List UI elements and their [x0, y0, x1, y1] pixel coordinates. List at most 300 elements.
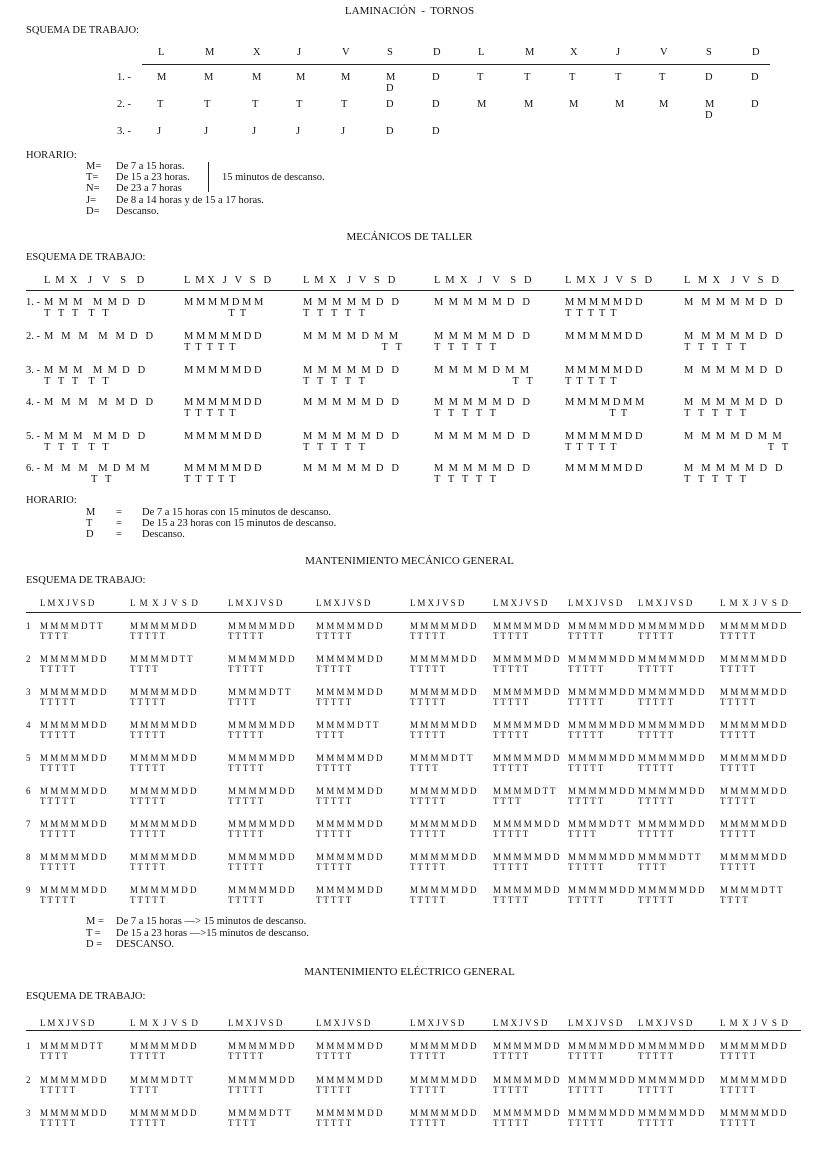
shift-week: M M M M M D D: [184, 431, 262, 442]
laminacion-header-rule: [142, 64, 770, 65]
shift-week-secondary: T T T T T: [684, 474, 747, 485]
shift-week-secondary: T T T T T: [316, 796, 352, 806]
legend-code: M =: [86, 916, 104, 927]
shift-week-secondary: T T: [684, 442, 789, 453]
shift-week: M M M M M D D: [638, 687, 705, 697]
shift-week-secondary: T T T T T: [638, 631, 674, 641]
shift-cell: T: [252, 99, 259, 110]
shift-week-secondary: T T T T T: [228, 796, 264, 806]
week-header: L M X J V S D: [303, 275, 396, 286]
shift-week: M M M M M D D: [40, 753, 107, 763]
shift-week: M M M M M D D: [684, 331, 783, 342]
shift-week-secondary: T T T T T: [40, 862, 76, 872]
shift-week-secondary: T T T T T: [684, 408, 747, 419]
shift-week: M M M M M D D: [410, 621, 477, 631]
shift-week: M M M M M D D: [568, 1041, 635, 1051]
shift-week-secondary: T T T T T: [720, 763, 756, 773]
shift-week-secondary: T T T T T: [44, 308, 109, 319]
shift-week: M M M M M D D: [316, 852, 383, 862]
shift-week: M M M M M D D: [303, 463, 399, 474]
row-label: 8: [26, 852, 31, 862]
shift-week-secondary: T T T T T: [40, 730, 76, 740]
shift-week: M M M M M D D: [568, 786, 635, 796]
shift-cell: T: [524, 72, 531, 83]
day-header: V: [660, 47, 668, 58]
shift-week: M M M M M D D: [228, 720, 295, 730]
shift-week: M M M M M D D: [130, 885, 197, 895]
shift-week: M M M M M D D: [720, 654, 787, 664]
shift-week: M M M M M D D: [638, 621, 705, 631]
shift-week-secondary: T T T T: [130, 1084, 158, 1095]
shift-cell: M: [569, 99, 579, 110]
shift-week-secondary: T T T T T: [228, 763, 264, 773]
shift-week-secondary: T T T T T: [130, 631, 166, 641]
shift-week-secondary: T T: [184, 308, 247, 319]
shift-week-secondary: T T T T: [40, 631, 68, 641]
shift-week-secondary: T T: [303, 342, 402, 353]
shift-week-secondary: T T T T T: [410, 895, 446, 905]
shift-week: M M M M M D D: [565, 463, 643, 474]
shift-week-secondary: T T T T T: [493, 1084, 529, 1095]
shift-cell: M: [615, 99, 625, 110]
shift-week-secondary: T T T T T: [40, 1118, 76, 1128]
week-header: L M X J V S D: [410, 598, 465, 608]
shift-week: M M M M M D D: [720, 819, 787, 829]
horario-code: N=: [86, 183, 100, 195]
shift-week: M M M M M D D: [410, 687, 477, 697]
horario-text: De 15 a 23 horas.: [116, 172, 190, 184]
shift-week: M M M M M D D: [638, 1041, 705, 1051]
shift-week: M M M M D T T: [493, 786, 556, 796]
shift-week-secondary: T T T T T: [720, 862, 756, 872]
shift-week-secondary: T T T T T: [130, 1051, 166, 1061]
shift-week: M M M M D M M: [44, 463, 150, 474]
shift-week-secondary: T T T T T: [410, 796, 446, 806]
shift-week-secondary: T T T T T: [410, 829, 446, 839]
shift-week: M M M M M D D: [493, 1041, 560, 1051]
shift-week-secondary: T T T T T: [316, 1118, 352, 1128]
shift-week: M M M M M D D: [493, 852, 560, 862]
shift-week: M M M M M D D: [130, 687, 197, 697]
laminacion-scheme-label: SQUEMA DE TRABAJO:: [26, 25, 139, 36]
week-header: L M X J V S D: [410, 1018, 465, 1028]
shift-week-secondary: T T T T T: [130, 796, 166, 806]
shift-cell: T: [341, 99, 348, 110]
shift-week: M M M M M D D: [303, 297, 399, 308]
shift-week-secondary: T T T T T: [434, 474, 497, 485]
shift-cell: J: [296, 126, 301, 137]
shift-week: M M M M M D D: [44, 331, 154, 342]
shift-week: M M M M M D D: [493, 885, 560, 895]
shift-week: M M M M M D D: [720, 1074, 787, 1085]
shift-week-secondary: T T T T T: [316, 862, 352, 872]
shift-week: M M M M M D D: [568, 885, 635, 895]
shift-week-secondary: T T T T T: [228, 862, 264, 872]
shift-week: M M M M M D D: [434, 331, 530, 342]
shift-week-secondary: T T T T T: [720, 796, 756, 806]
shift-week-secondary: T T T T T: [684, 342, 747, 353]
mant-electrico-title: MANTENIMIENTO ELÉCTRICO GENERAL: [304, 966, 515, 978]
shift-week: M M M M M D D: [684, 365, 783, 376]
shift-week-secondary: T T T T T: [40, 796, 76, 806]
row-label: 5: [26, 753, 31, 763]
shift-week: M M M M M D D: [130, 852, 197, 862]
laminacion-title: LAMINACIÓN - TORNOS: [344, 5, 475, 17]
shift-week: M M M M M D D: [638, 654, 705, 664]
shift-week-secondary: T T T T T: [568, 895, 604, 905]
shift-week-secondary: T T T T T: [638, 1051, 674, 1061]
row-label: 3. -: [26, 365, 40, 376]
shift-week-secondary: T T T T T: [228, 631, 264, 641]
shift-week: M M M M M D D: [316, 1108, 383, 1118]
shift-week: M M M M M D D: [638, 819, 705, 829]
shift-week-secondary: T T T T T: [40, 829, 76, 839]
shift-week: M M M M M D D: [228, 786, 295, 796]
shift-week: M M M M D T T: [40, 621, 103, 631]
row-label: 5. -: [26, 431, 40, 442]
shift-week: M M M M D T T: [130, 1074, 193, 1085]
shift-cell-secondary: D: [386, 83, 394, 94]
week-header: L M X J V S D: [568, 1018, 623, 1028]
horario-text: De 15 a 23 horas con 15 minutos de descanso.: [142, 518, 337, 529]
shift-cell: M: [659, 99, 669, 110]
shift-week: M M M M M D D: [316, 819, 383, 829]
shift-cell: D: [751, 99, 759, 110]
shift-week: M M M M D T T: [568, 819, 631, 829]
shift-week: M M M M M D D: [228, 852, 295, 862]
shift-cell: M: [157, 72, 167, 83]
shift-cell: T: [615, 72, 622, 83]
shift-week-secondary: T T T T T: [130, 697, 166, 707]
shift-cell: T: [569, 72, 576, 83]
shift-week: M M M M M D D: [493, 819, 560, 829]
day-header: X: [253, 47, 261, 58]
shift-week-secondary: T T T T T: [565, 308, 617, 319]
shift-week-secondary: T T T T T: [316, 895, 352, 905]
laminacion-horario-label: HORARIO:: [26, 150, 77, 161]
shift-week-secondary: T T T T T: [184, 474, 236, 485]
shift-week-secondary: T T T T: [130, 664, 158, 674]
shift-week: M M M M M D D: [130, 1108, 197, 1118]
shift-cell: M: [204, 72, 214, 83]
shift-week-secondary: T T T T T: [130, 862, 166, 872]
shift-week-secondary: T T T T T: [493, 862, 529, 872]
shift-cell-secondary: D: [705, 110, 713, 121]
row-label: 2: [26, 654, 31, 664]
shift-week: M M M M M D D: [228, 819, 295, 829]
shift-week: M M M M M D D: [410, 720, 477, 730]
shift-cell: M: [386, 72, 396, 83]
shift-week-secondary: T T T T T: [638, 829, 674, 839]
horario-code: T: [86, 518, 93, 529]
shift-week-secondary: T T T T T: [410, 631, 446, 641]
horario-text: De 8 a 14 horas y de 15 a 17 horas.: [116, 194, 264, 206]
shift-week: M M M M M D D: [493, 720, 560, 730]
mant-mecanico-title: MANTENIMIENTO MECÁNICO GENERAL: [305, 555, 514, 567]
legend-text: De 7 a 15 horas —> 15 minutos de descanso.: [116, 916, 307, 927]
shift-week-secondary: T T T T: [40, 1051, 68, 1061]
shift-week: M M M M M D D: [684, 297, 783, 308]
week-header: L M X J V S D: [44, 275, 145, 286]
week-header: L M X J V S D: [565, 275, 653, 286]
shift-cell: J: [252, 126, 257, 137]
shift-week-secondary: T T T T: [720, 895, 748, 905]
row-label: 4. -: [26, 397, 40, 408]
shift-week-secondary: T T T T T: [493, 763, 529, 773]
shift-week-secondary: T T: [565, 408, 628, 419]
shift-week-secondary: T T T T T: [568, 862, 604, 872]
row-label: 2. -: [117, 99, 131, 110]
day-header: D: [433, 47, 441, 58]
shift-week-secondary: T T T T T: [493, 631, 529, 641]
shift-week-secondary: T T T T: [228, 697, 256, 707]
shift-cell: D: [751, 72, 759, 83]
shift-week-secondary: T T T T T: [316, 829, 352, 839]
horario-eq: =: [116, 518, 122, 529]
shift-cell: J: [204, 126, 209, 137]
shift-week: M M M M M D D: [684, 397, 783, 408]
shift-week-secondary: T T T T T: [316, 763, 352, 773]
shift-week: M M M M D T T: [228, 687, 291, 697]
shift-week-secondary: T T T T T: [130, 763, 166, 773]
row-label: 3: [26, 1108, 31, 1118]
shift-week: M M M M M D D: [720, 1041, 787, 1051]
shift-week-secondary: T T T T T: [568, 697, 604, 707]
horario-code: D=: [86, 205, 100, 217]
shift-week: M M M M M D D: [410, 1041, 477, 1051]
shift-week: M M M M D T T: [228, 1108, 291, 1118]
shift-week-secondary: T T T T: [638, 862, 666, 872]
mant-electrico-scheme-label: ESQUEMA DE TRABAJO:: [26, 991, 146, 1002]
shift-week-secondary: T T T T: [316, 730, 344, 740]
shift-week: M M M M D T T: [638, 852, 701, 862]
shift-week: M M M M M D D: [638, 885, 705, 895]
shift-week-secondary: T T T T T: [316, 664, 352, 674]
horario-text: De 23 a 7 horas: [116, 183, 182, 195]
day-header: S: [387, 47, 393, 58]
shift-week: M M M M M D D: [130, 786, 197, 796]
shift-week: M M M M M D D: [568, 1074, 635, 1085]
shift-week-secondary: T T T T T: [720, 1084, 756, 1095]
shift-week: M M M M M D D: [434, 431, 530, 442]
shift-week-secondary: T T T T T: [44, 376, 109, 387]
shift-week: M M M M M D D: [684, 463, 783, 474]
shift-week-secondary: T T T T T: [568, 1084, 604, 1095]
shift-week-secondary: T T T T T: [493, 1118, 529, 1128]
shift-week: M M M M M D D: [434, 397, 530, 408]
week-header: L M X J V S D: [684, 275, 779, 286]
shift-week: M M M M M D D: [316, 753, 383, 763]
shift-week: M M M M M D D: [410, 819, 477, 829]
shift-week-secondary: T T T T T: [565, 442, 617, 453]
shift-week-secondary: T T T T T: [410, 730, 446, 740]
shift-week: M M M M M D D: [228, 654, 295, 664]
shift-week-secondary: T T T T T: [316, 1051, 352, 1061]
shift-week: M M M M M D D: [638, 1108, 705, 1118]
week-header: L M X J V S D: [184, 275, 272, 286]
shift-week: M M M M M D D: [638, 1074, 705, 1085]
shift-cell: M: [296, 72, 306, 83]
shift-week: M M M M M D D: [410, 654, 477, 664]
shift-cell: D: [432, 126, 440, 137]
horario-code: M=: [86, 161, 102, 172]
day-header: J: [616, 47, 621, 58]
week-header: L M X J V S D: [130, 598, 198, 608]
day-header: D: [752, 47, 760, 58]
shift-week: M M M M D M M: [565, 397, 645, 408]
shift-week: M M M M M D D: [228, 621, 295, 631]
week-header: L M X J V S D: [638, 1018, 693, 1028]
row-label: 1. -: [26, 297, 40, 308]
horario-code: T=: [86, 172, 99, 184]
shift-week: M M M M M D D: [568, 720, 635, 730]
horario-text: De 7 a 15 horas con 15 minutos de descanso.: [142, 507, 331, 518]
shift-week: M M M M M D D: [568, 687, 635, 697]
week-header: L M X J V S D: [568, 598, 623, 608]
shift-week: M M M M M D D: [565, 365, 643, 376]
shift-cell: T: [296, 99, 303, 110]
week-header: L M X J V S D: [434, 275, 532, 286]
day-header: V: [342, 47, 350, 58]
shift-week: M M M M M D D: [493, 753, 560, 763]
legend-text: DESCANSO.: [116, 939, 175, 950]
row-label: 6. -: [26, 463, 40, 474]
shift-week-secondary: T T T T T: [493, 730, 529, 740]
shift-week-secondary: T T T T T: [316, 1084, 352, 1095]
shift-week: M M M M M D D: [130, 753, 197, 763]
shift-week-secondary: T T T T T: [228, 1051, 264, 1061]
shift-week-secondary: T T T T T: [228, 895, 264, 905]
shift-week: M M M M M D D: [130, 1041, 197, 1051]
shift-week: M M M M M D D: [40, 885, 107, 895]
shift-week: M M M M M D D: [638, 720, 705, 730]
shift-week-secondary: T T T T T: [565, 376, 617, 387]
shift-week-secondary: T T T T T: [228, 1084, 264, 1095]
mecanicos-scheme-label: ESQUEMA DE TRABAJO:: [26, 252, 146, 263]
day-header: L: [478, 47, 485, 58]
mecanicos-header-rule: [26, 290, 794, 291]
day-header: S: [706, 47, 712, 58]
shift-week: M M M M M D D: [720, 852, 787, 862]
row-label: 2. -: [26, 331, 40, 342]
shift-cell: T: [157, 99, 164, 110]
shift-week: M M M M M D D: [40, 687, 107, 697]
mecanicos-title: MECÁNICOS DE TALLER: [346, 231, 473, 243]
shift-week-secondary: T T T T T: [720, 730, 756, 740]
shift-week-secondary: T T T T T: [493, 1051, 529, 1061]
shift-week: M M M M M D D: [493, 1108, 560, 1118]
week-header: L M X J V S D: [228, 598, 283, 608]
horario-bracket: [208, 162, 209, 192]
shift-week: M M M M M D D: [410, 1108, 477, 1118]
shift-week: M M M M M D D: [316, 786, 383, 796]
shift-week: M M M M M D D: [303, 431, 399, 442]
shift-week: M M M M M D D: [40, 852, 107, 862]
shift-week-secondary: T T T T T: [44, 442, 109, 453]
shift-week: M M M M M D D: [565, 297, 643, 308]
day-header: L: [158, 47, 165, 58]
shift-week-secondary: T T T T T: [638, 796, 674, 806]
shift-week: M M M M M D D: [410, 852, 477, 862]
mecanicos-horario-label: HORARIO:: [26, 495, 77, 506]
shift-week: M M M M M D D: [316, 654, 383, 664]
shift-week: M M M M D T T: [316, 720, 379, 730]
shift-week-secondary: T T T T: [568, 829, 596, 839]
shift-week-secondary: T T T T T: [568, 631, 604, 641]
horario-code: M: [86, 507, 96, 518]
shift-week-secondary: T T T T T: [638, 697, 674, 707]
shift-week-secondary: T T T T T: [316, 631, 352, 641]
day-header: X: [570, 47, 578, 58]
horario-eq: =: [116, 507, 122, 518]
shift-week-secondary: T T T T T: [434, 408, 497, 419]
shift-week-secondary: T T: [434, 376, 533, 387]
shift-week: M M M M D T T: [410, 753, 473, 763]
shift-week-secondary: T T T T T: [434, 342, 497, 353]
horario-text: Descanso.: [116, 205, 159, 217]
week-header: L M X J V S D: [638, 598, 693, 608]
shift-cell: M: [705, 99, 715, 110]
row-label: 3. -: [117, 126, 131, 137]
shift-week: M M M M D M M: [434, 365, 530, 376]
shift-week-secondary: T T T T: [410, 763, 438, 773]
week-header: L M X J V S D: [130, 1018, 198, 1028]
row-label: 1: [26, 621, 31, 631]
shift-week: M M M M M D D: [228, 753, 295, 763]
shift-week: M M M M M D D: [228, 885, 295, 895]
row-label: 1: [26, 1041, 31, 1051]
shift-week: M M M M M D D: [40, 819, 107, 829]
laminacion-rest-note: 15 minutos de descanso.: [222, 172, 325, 183]
shift-week: M M M M M D D: [493, 1074, 560, 1085]
shift-week-secondary: T T T T: [493, 796, 521, 806]
day-header: J: [297, 47, 302, 58]
shift-cell: J: [341, 126, 346, 137]
week-header: L M X J V S D: [228, 1018, 283, 1028]
shift-week-secondary: T T T T T: [638, 1084, 674, 1095]
row-label: 6: [26, 786, 31, 796]
row-label: 4: [26, 720, 31, 730]
shift-cell: D: [432, 72, 440, 83]
shift-cell: D: [432, 99, 440, 110]
shift-week-secondary: T T T T T: [130, 730, 166, 740]
shift-week-secondary: T T T T T: [40, 697, 76, 707]
shift-week-secondary: T T T T T: [228, 730, 264, 740]
horario-text: De 7 a 15 horas.: [116, 161, 185, 172]
shift-week-secondary: T T T T T: [638, 730, 674, 740]
shift-week-secondary: T T T T T: [493, 829, 529, 839]
shift-week: M M M M M D D: [303, 365, 399, 376]
shift-week-secondary: T T T T T: [410, 1118, 446, 1128]
legend-text: De 15 a 23 horas —>15 minutos de descanso.: [116, 927, 309, 939]
shift-week-secondary: T T T T T: [410, 1051, 446, 1061]
shift-week-secondary: T T T T T: [228, 829, 264, 839]
shift-cell: M: [341, 72, 351, 83]
shift-week-secondary: T T T T T: [568, 1051, 604, 1061]
shift-week: M M M M M D D: [316, 621, 383, 631]
shift-week: M M M M M D D: [184, 397, 262, 408]
shift-week: M M M M M D D: [638, 753, 705, 763]
shift-week: M M M M M D D: [410, 1074, 477, 1085]
mant-mecanico-header-rule: [26, 612, 801, 613]
week-header: L M X J V S D: [720, 1018, 788, 1028]
shift-week: M M M M M D D: [40, 1074, 107, 1085]
shift-cell: T: [477, 72, 484, 83]
shift-week-secondary: T T T T T: [130, 1118, 166, 1128]
shift-week-secondary: T T T T T: [638, 1118, 674, 1128]
row-label: 9: [26, 885, 31, 895]
shift-week-secondary: T T: [44, 474, 112, 485]
